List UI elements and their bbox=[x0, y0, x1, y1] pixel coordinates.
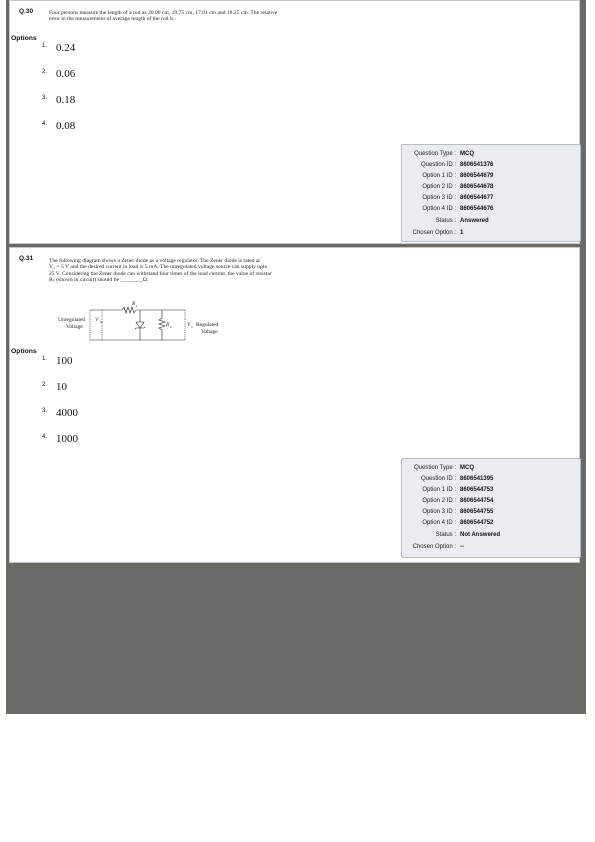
meta-option-1-id bbox=[402, 172, 580, 180]
meta-value: -- bbox=[460, 544, 464, 550]
meta-key: Option 3 ID : bbox=[422, 195, 456, 201]
meta-question-type bbox=[402, 464, 580, 472]
regulated-label: Regulated bbox=[196, 322, 219, 328]
options-label: Options bbox=[11, 348, 37, 355]
meta-key: Option 2 ID : bbox=[422, 498, 456, 504]
regulated-voltage-label: Voltage bbox=[201, 329, 218, 335]
option-number: 2. bbox=[42, 69, 48, 75]
meta-option-2-id bbox=[402, 183, 580, 191]
rs-subscript: s bbox=[136, 304, 138, 308]
question-number: Q.30 bbox=[19, 8, 34, 15]
option-number: 2. bbox=[42, 382, 48, 388]
meta-question-id bbox=[402, 161, 580, 169]
option-number: 1. bbox=[42, 356, 48, 362]
question-number: Q.31 bbox=[19, 255, 34, 262]
meta-key: Option 2 ID : bbox=[422, 184, 456, 190]
meta-key: Question ID : bbox=[420, 162, 456, 168]
rs-label: R bbox=[132, 301, 136, 307]
meta-option-4-id bbox=[402, 205, 580, 213]
option-number: 4. bbox=[42, 434, 48, 440]
meta-value: 8606544676 bbox=[460, 206, 494, 212]
meta-key: Option 4 ID : bbox=[422, 520, 456, 526]
rl-label: R bbox=[166, 322, 170, 328]
question-text-line: 25 V. Considering the Zener diode can withstand four times of the load current, the value of resistor bbox=[49, 270, 273, 277]
meta-key: Chosen Option : bbox=[412, 544, 456, 550]
meta-key: Option 1 ID : bbox=[422, 487, 456, 493]
meta-value: MCQ bbox=[460, 151, 474, 157]
option-number: 1. bbox=[42, 43, 48, 49]
option-number: 4. bbox=[42, 121, 48, 127]
option-2 bbox=[42, 381, 67, 393]
vo-subscript: o bbox=[191, 325, 193, 329]
option-value: 100 bbox=[56, 355, 73, 367]
option-value: 4000 bbox=[56, 407, 78, 419]
meta-key: Status : bbox=[435, 218, 456, 224]
option-2 bbox=[42, 68, 75, 80]
meta-status bbox=[402, 217, 580, 225]
meta-value: 1 bbox=[460, 230, 464, 236]
meta-option-2-id bbox=[402, 497, 580, 505]
meta-value: 8606544752 bbox=[460, 520, 494, 526]
option-4 bbox=[42, 433, 78, 445]
question-text bbox=[49, 258, 389, 284]
option-number: 3. bbox=[42, 95, 48, 101]
unregulated-voltage-label: Voltage bbox=[66, 324, 83, 330]
meta-value: 8606541376 bbox=[460, 162, 494, 168]
question-text-line: The following diagram shows a Zener diode as a voltage regulator. The Zener diode is rated at bbox=[49, 258, 260, 264]
zener-regulator-circuit-diagram bbox=[40, 298, 240, 346]
meta-key: Question Type : bbox=[414, 465, 456, 471]
meta-value: 8606544678 bbox=[460, 184, 494, 190]
meta-value: Not Answered bbox=[460, 532, 501, 538]
meta-option-3-id bbox=[402, 508, 580, 516]
rl-subscript: L bbox=[170, 325, 173, 329]
meta-value: 8606541395 bbox=[460, 476, 494, 482]
meta-question-id bbox=[402, 475, 580, 483]
meta-key: Chosen Option : bbox=[412, 230, 456, 236]
meta-key: Option 1 ID : bbox=[422, 173, 456, 179]
option-value: 1000 bbox=[56, 433, 78, 445]
option-value: 0.18 bbox=[56, 94, 76, 106]
meta-value: 8606544755 bbox=[460, 509, 494, 515]
option-number: 3. bbox=[42, 408, 48, 414]
option-value: 0.08 bbox=[56, 120, 76, 132]
question-text bbox=[49, 10, 389, 23]
question-text-line: error in the measurement of average length of the rod is : bbox=[49, 16, 177, 23]
meta-value: MCQ bbox=[460, 465, 474, 471]
option-3 bbox=[42, 407, 78, 419]
meta-value: 8606544753 bbox=[460, 487, 494, 493]
meta-option-1-id bbox=[402, 486, 580, 494]
meta-value: 8606544754 bbox=[460, 498, 494, 504]
option-4 bbox=[42, 120, 75, 132]
vo-label: V bbox=[187, 322, 191, 328]
meta-key: Question ID : bbox=[420, 476, 456, 482]
question-text-line: Four persons measure the length of a rod as 20.00 cm, 19.75 cm, 17.01 cm and 18.25 cm. The relative bbox=[49, 10, 278, 16]
meta-key: Question Type : bbox=[414, 151, 456, 157]
meta-chosen-option bbox=[402, 229, 580, 237]
meta-value: 8606544679 bbox=[460, 173, 494, 179]
option-1 bbox=[42, 355, 73, 367]
option-3 bbox=[42, 94, 75, 106]
meta-question-type bbox=[402, 150, 580, 158]
question-panel-q30 bbox=[9, 0, 580, 244]
question-panel-q31 bbox=[9, 247, 580, 563]
option-value: 0.06 bbox=[56, 68, 76, 80]
vin-subscript: in bbox=[100, 320, 103, 324]
meta-key: Option 4 ID : bbox=[422, 206, 456, 212]
meta-value: 8606544677 bbox=[460, 195, 494, 201]
vin-label: V bbox=[95, 317, 99, 323]
meta-option-3-id bbox=[402, 194, 580, 202]
options-label: Options bbox=[11, 35, 37, 42]
question-text-line: Rₛ (shown in circuit) should be ________Ω. bbox=[49, 277, 149, 284]
unregulated-label: Unregulated bbox=[58, 317, 86, 323]
meta-chosen-option bbox=[402, 543, 580, 551]
meta-status bbox=[402, 531, 580, 539]
option-value: 10 bbox=[56, 381, 67, 393]
question-metadata-box bbox=[401, 458, 581, 558]
option-value: 0.24 bbox=[56, 42, 76, 54]
meta-key: Status : bbox=[435, 532, 456, 538]
question-text-line: V₂ = 5 V and the desired current in load is 5 mA. The unregulated voltage source can supply upto bbox=[49, 264, 268, 271]
question-metadata-box bbox=[401, 144, 581, 242]
meta-key: Option 3 ID : bbox=[422, 509, 456, 515]
option-1 bbox=[42, 42, 75, 54]
meta-option-4-id bbox=[402, 519, 580, 527]
meta-value: Answered bbox=[460, 218, 489, 224]
